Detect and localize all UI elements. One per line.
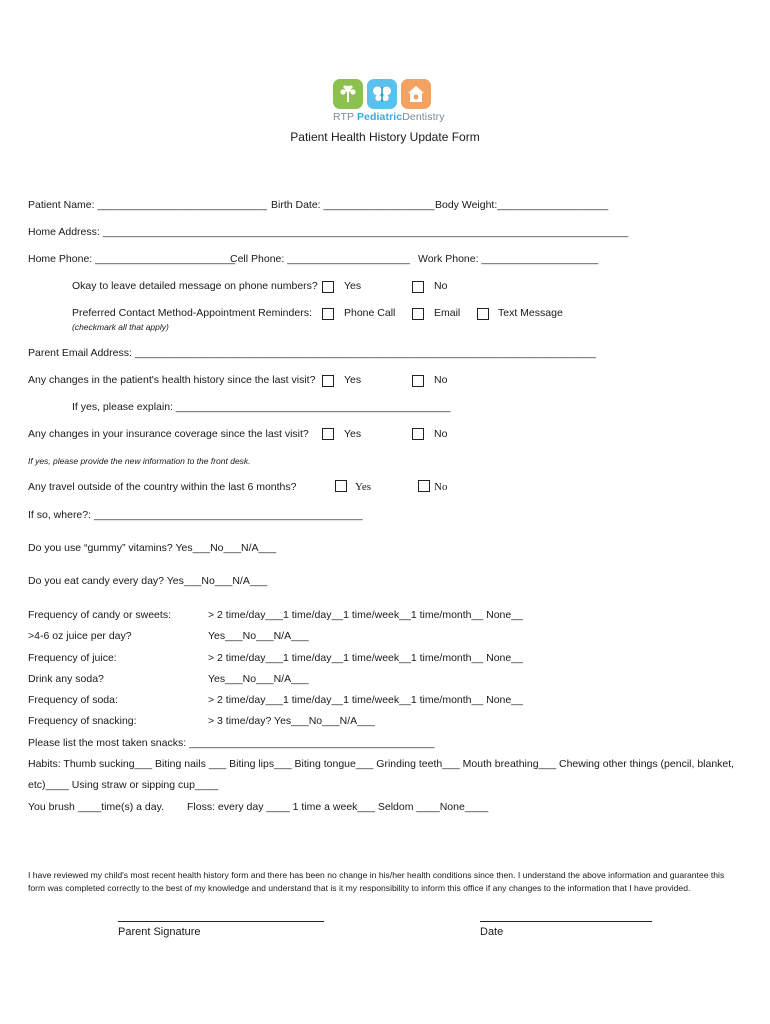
row-value[interactable]: > 2 time/day___1 time/day__1 time/week__1 time/month__ None__: [208, 652, 523, 664]
phone-call-checkbox[interactable]: [322, 308, 334, 320]
text-message-label: Text Message: [498, 307, 563, 319]
work-phone-field[interactable]: Work Phone: ____________________: [418, 253, 599, 265]
message-yes-checkbox[interactable]: [322, 281, 334, 293]
row-value[interactable]: > 2 time/day___1 time/day__1 time/week__1 time/month__ None__: [208, 694, 523, 706]
floss-field[interactable]: Floss: every day ____ 1 time a week___ Seldom ____None____: [187, 801, 489, 813]
insurance-yes-checkbox[interactable]: [322, 428, 334, 440]
travel-no-checkbox[interactable]: [418, 480, 430, 492]
tree-icon: [333, 79, 363, 109]
patient-name-field[interactable]: Patient Name: _____________________________: [28, 199, 267, 211]
cell-phone-field[interactable]: Cell Phone: _____________________: [230, 253, 410, 265]
habits-line-1[interactable]: Habits: Thumb sucking___ Biting nails ___ Biting lips___ Biting tongue___ Grinding teeth___ Mouth breathing___ Chewing other things (pencil, blanket,: [28, 758, 735, 770]
travel-question: Any travel outside of the country within the last 6 months?: [28, 481, 297, 493]
signature-line[interactable]: [118, 921, 324, 922]
health-no-label: No: [434, 374, 448, 386]
butterfly-icon: [367, 79, 397, 109]
home-phone-field[interactable]: Home Phone: ________________________: [28, 253, 236, 265]
insurance-change-question: Any changes in your insurance coverage since the last visit?: [28, 428, 309, 440]
row-label: Frequency of candy or sweets:: [28, 609, 171, 621]
travel-where-field[interactable]: If so, where?: ______________________________________________: [28, 509, 363, 521]
contact-method-note: (checkmark all that apply): [72, 322, 169, 332]
row-value[interactable]: Yes___No___N/A___: [208, 630, 309, 642]
row-label: >4-6 oz juice per day?: [28, 630, 132, 642]
message-no-checkbox[interactable]: [412, 281, 424, 293]
signature-label: Parent Signature: [118, 926, 201, 938]
insurance-note: If yes, please provide the new information to the front desk.: [28, 456, 251, 466]
body-weight-field[interactable]: Body Weight:___________________: [435, 199, 609, 211]
health-yes-checkbox[interactable]: [322, 375, 334, 387]
birth-date-field[interactable]: Birth Date: ___________________: [271, 199, 435, 211]
text-message-checkbox[interactable]: [477, 308, 489, 320]
date-label: Date: [480, 926, 504, 938]
brush-field[interactable]: You brush ____time(s) a day.: [28, 801, 164, 813]
row-value[interactable]: > 2 time/day___1 time/day__1 time/week__1 time/month__ None__: [208, 609, 523, 621]
brand-name: RTP PediatricDentistry: [333, 111, 445, 123]
message-yes-label: Yes: [344, 280, 362, 292]
row-value[interactable]: Yes___No___N/A___: [208, 673, 309, 685]
email-checkbox[interactable]: [412, 308, 424, 320]
insurance-no-checkbox[interactable]: [412, 428, 424, 440]
email-label: Email: [434, 307, 461, 319]
message-question: Okay to leave detailed message on phone numbers?: [72, 280, 318, 292]
health-yes-label: Yes: [344, 374, 362, 386]
travel-yes-label: Yes: [355, 481, 372, 493]
health-no-checkbox[interactable]: [412, 375, 424, 387]
parent-email-field[interactable]: Parent Email Address: _______________________________________________________________________________: [28, 347, 597, 359]
house-icon: [401, 79, 431, 109]
contact-method-question: Preferred Contact Method-Appointment Reminders:: [72, 307, 312, 319]
date-line[interactable]: [480, 921, 652, 922]
form-title: Patient Health History Update Form: [290, 130, 480, 144]
acknowledgement-statement: I have reviewed my child's most recent health history form and there has been no change in his/her health conditions since then. I understand the above information and guarantee this form was completed correctly to the best of my knowledge and understand that is it my responsibility to inform this office if any changes to the information that I have provided.: [28, 870, 725, 893]
phone-call-label: Phone Call: [344, 307, 396, 319]
message-no-label: No: [434, 280, 448, 292]
row-label: Drink any soda?: [28, 673, 104, 685]
row-label: Frequency of juice:: [28, 652, 117, 664]
habits-line-2[interactable]: etc)____ Using straw or sipping cup____: [28, 779, 219, 791]
explain-field[interactable]: If yes, please explain: _______________________________________________: [72, 401, 451, 413]
practice-logo: [333, 79, 431, 109]
insurance-no-label: No: [434, 428, 448, 440]
snacks-field[interactable]: Please list the most taken snacks: __________________________________________: [28, 737, 435, 749]
candy-question: Do you eat candy every day? Yes___No___N/A___: [28, 575, 268, 587]
gummy-vitamins-question: Do you use “gummy” vitamins? Yes___No___N/A___: [28, 542, 277, 554]
health-change-question: Any changes in the patient's health history since the last visit?: [28, 374, 316, 386]
travel-no-label: No: [434, 481, 448, 493]
travel-yes-checkbox[interactable]: [335, 480, 347, 492]
row-label: Frequency of snacking:: [28, 715, 137, 727]
home-address-field[interactable]: Home Address: __________________________________________________________________________________________: [28, 226, 629, 238]
row-label: Frequency of soda:: [28, 694, 118, 706]
insurance-yes-label: Yes: [344, 428, 362, 440]
row-value[interactable]: > 3 time/day? Yes___No___N/A___: [208, 715, 375, 727]
